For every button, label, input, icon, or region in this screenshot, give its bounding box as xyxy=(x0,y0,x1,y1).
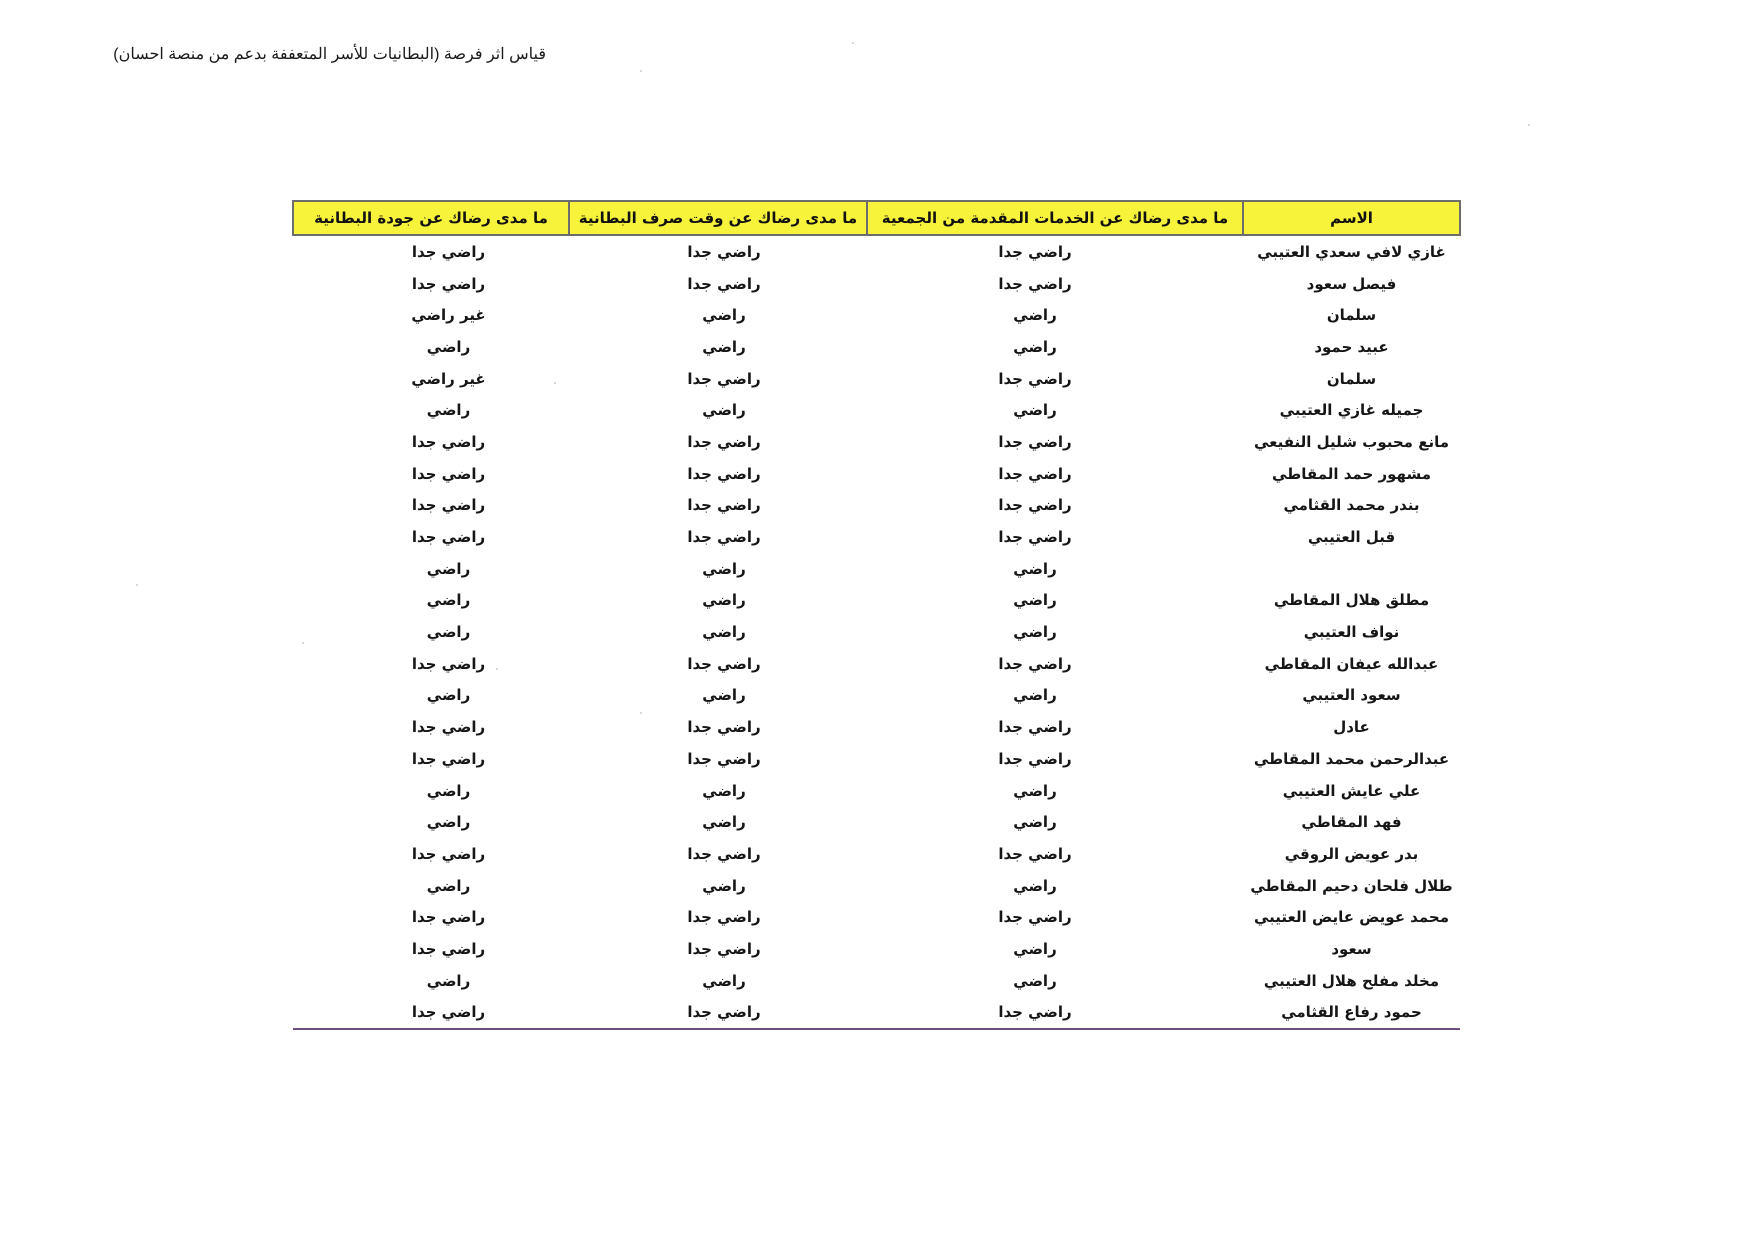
cell-distribution-time: راضي xyxy=(702,401,746,420)
cell-blanket-quality: راضي xyxy=(426,813,471,832)
cell-distribution-time: راضي جدا xyxy=(687,939,761,958)
cell-blanket-quality: راضي جدا xyxy=(411,939,486,958)
table-body xyxy=(293,235,1460,1029)
table-header xyxy=(293,201,1460,235)
cell-name: سعود xyxy=(1331,939,1372,958)
cell-blanket-quality: راضي جدا xyxy=(411,242,486,261)
cell-name: فهد المقاطي xyxy=(1301,813,1402,832)
cell-name: محمد عويض عايض العتيبي xyxy=(1254,908,1449,927)
table-row xyxy=(293,680,1460,712)
cell-distribution-time: راضي جدا xyxy=(569,997,867,1030)
page-title: قياس اثر فرصة (البطانيات للأسر المتعففة بدعم من منصة احسان) xyxy=(113,46,546,63)
cell-name: حمود رفاع القثامي xyxy=(1243,997,1460,1030)
table-row xyxy=(293,235,1460,268)
cell-blanket-quality: راضي جدا xyxy=(411,654,486,673)
cell-association-services: راضي xyxy=(1013,306,1057,325)
cell-blanket-quality: راضي xyxy=(426,971,471,990)
cell-blanket-quality: راضي جدا xyxy=(411,908,486,927)
cell-name: مخلد مفلح هلال العتيبي xyxy=(1263,971,1440,990)
table-row xyxy=(293,997,1460,1030)
header-blanket-quality: ما مدى رضاك عن جودة البطانية xyxy=(293,201,569,235)
cell-association-services: راضي xyxy=(1013,876,1057,895)
table-row xyxy=(293,458,1460,490)
table-row xyxy=(293,490,1460,522)
cell-blanket-quality: راضي جدا xyxy=(411,749,486,768)
cell-distribution-time: راضي جدا xyxy=(687,528,761,547)
scan-speck xyxy=(640,70,642,72)
table-row xyxy=(293,711,1460,743)
cell-association-services: راضي xyxy=(1013,939,1057,958)
cell-name: سلمان xyxy=(1326,306,1377,325)
cell-blanket-quality: راضي جدا xyxy=(411,432,486,451)
table-row xyxy=(293,965,1460,997)
table-row xyxy=(293,616,1460,648)
cell-name: قبل العتيبي xyxy=(1307,528,1396,547)
cell-name xyxy=(1243,553,1460,585)
cell-association-services: راضي xyxy=(1013,971,1057,990)
cell-name: فيصل سعود xyxy=(1306,274,1397,293)
cell-distribution-time: راضي جدا xyxy=(687,496,761,515)
cell-distribution-time: راضي جدا xyxy=(687,718,761,737)
cell-name: غازي لافي سعدي العتيبي xyxy=(1257,242,1446,261)
cell-association-services: راضي جدا xyxy=(998,496,1072,515)
cell-association-services: راضي جدا xyxy=(998,844,1072,863)
cell-blanket-quality: راضي xyxy=(426,781,471,800)
cell-association-services: راضي xyxy=(1013,686,1057,705)
cell-name: سعود العتيبي xyxy=(1302,686,1401,705)
cell-association-services: راضي جدا xyxy=(998,242,1072,261)
cell-association-services: راضي xyxy=(1013,781,1057,800)
cell-blanket-quality: راضي xyxy=(426,623,471,642)
cell-name: مانع محبوب شليل النفيعي xyxy=(1253,432,1449,451)
header-row xyxy=(293,201,1460,235)
cell-association-services: راضي جدا xyxy=(867,997,1243,1030)
cell-association-services: راضي جدا xyxy=(998,718,1072,737)
cell-name: نواف العتيبي xyxy=(1303,623,1400,642)
cell-distribution-time: راضي جدا xyxy=(687,908,761,927)
table-row xyxy=(293,521,1460,553)
cell-distribution-time: راضي xyxy=(702,876,746,895)
cell-blanket-quality: راضي xyxy=(426,401,471,420)
cell-association-services: راضي جدا xyxy=(998,749,1072,768)
cell-association-services: راضي جدا xyxy=(998,274,1072,293)
cell-distribution-time: راضي جدا xyxy=(687,274,761,293)
scan-speck xyxy=(640,712,642,714)
table-row xyxy=(293,553,1460,585)
header-name: الاسم xyxy=(1243,201,1460,235)
cell-distribution-time: راضي جدا xyxy=(687,464,761,483)
cell-blanket-quality: راضي xyxy=(426,876,471,895)
scan-speck xyxy=(496,668,498,670)
cell-name: عادل xyxy=(1333,718,1370,737)
cell-association-services: راضي xyxy=(1013,813,1057,832)
cell-distribution-time: راضي xyxy=(702,591,746,610)
cell-distribution-time: راضي جدا xyxy=(687,654,761,673)
table-row xyxy=(293,299,1460,331)
cell-distribution-time: راضي xyxy=(702,686,746,705)
table-row xyxy=(293,363,1460,395)
cell-distribution-time: راضي جدا xyxy=(687,844,761,863)
cell-distribution-time: راضي جدا xyxy=(687,242,761,261)
header-association-services: ما مدى رضاك عن الخدمات المقدمة من الجمعية xyxy=(867,201,1243,235)
cell-name: مشهور حمد المقاطي xyxy=(1271,464,1432,483)
cell-blanket-quality: راضي xyxy=(426,559,471,578)
cell-blanket-quality: راضي جدا xyxy=(411,274,486,293)
cell-distribution-time: راضي xyxy=(702,623,746,642)
scan-speck xyxy=(302,642,304,644)
cell-association-services: راضي xyxy=(1013,623,1057,642)
cell-blanket-quality: راضي جدا xyxy=(411,528,486,547)
cell-association-services: راضي جدا xyxy=(998,432,1072,451)
cell-association-services: راضي جدا xyxy=(998,369,1072,388)
cell-name: علي عايش العتيبي xyxy=(1282,781,1421,800)
cell-blanket-quality: راضي جدا xyxy=(293,997,569,1030)
cell-distribution-time: راضي جدا xyxy=(687,432,761,451)
cell-blanket-quality: غير راضي xyxy=(411,369,486,388)
satisfaction-table xyxy=(292,200,1461,1030)
cell-name: سلمان xyxy=(1326,369,1377,388)
scan-speck xyxy=(1528,124,1530,126)
cell-name: طلال فلحان دحيم المقاطي xyxy=(1250,876,1453,895)
header-distribution-time: ما مدى رضاك عن وقت صرف البطانية xyxy=(569,201,867,235)
cell-name: عبيد حمود xyxy=(1314,337,1389,356)
scan-speck xyxy=(136,584,138,586)
cell-blanket-quality: راضي جدا xyxy=(411,718,486,737)
scan-speck xyxy=(852,42,854,44)
scan-speck xyxy=(554,382,556,384)
table-row xyxy=(293,585,1460,617)
cell-association-services: راضي xyxy=(1013,591,1057,610)
cell-blanket-quality: راضي xyxy=(426,337,471,356)
table-row xyxy=(293,426,1460,458)
cell-association-services: راضي جدا xyxy=(998,528,1072,547)
cell-distribution-time: راضي xyxy=(702,559,746,578)
table-row xyxy=(293,901,1460,933)
table-row xyxy=(293,331,1460,363)
table-row xyxy=(293,806,1460,838)
cell-name: بدر عويض الروقي xyxy=(1284,844,1419,863)
table-row xyxy=(293,394,1460,426)
table-row xyxy=(293,743,1460,775)
cell-blanket-quality: راضي جدا xyxy=(411,464,486,483)
cell-name: جميله غازي العتيبي xyxy=(1279,401,1424,420)
table-row xyxy=(293,648,1460,680)
table-row xyxy=(293,838,1460,870)
cell-distribution-time: راضي جدا xyxy=(687,749,761,768)
cell-distribution-time: راضي xyxy=(702,306,746,325)
cell-name: بندر محمد القثامي xyxy=(1283,496,1420,515)
cell-distribution-time: راضي xyxy=(702,781,746,800)
cell-distribution-time: راضي xyxy=(702,337,746,356)
cell-blanket-quality: غير راضي xyxy=(411,306,486,325)
cell-blanket-quality: راضي xyxy=(426,686,471,705)
cell-distribution-time: راضي xyxy=(702,813,746,832)
cell-blanket-quality: راضي جدا xyxy=(411,496,486,515)
cell-name: مطلق هلال المقاطي xyxy=(1273,591,1430,610)
cell-association-services: راضي جدا xyxy=(998,464,1072,483)
table-row xyxy=(293,933,1460,965)
cell-name: عبدالله عيفان المقاطي xyxy=(1264,654,1439,673)
cell-blanket-quality: راضي xyxy=(426,591,471,610)
cell-distribution-time: راضي جدا xyxy=(687,369,761,388)
cell-association-services: راضي xyxy=(1013,337,1057,356)
cell-association-services: راضي جدا xyxy=(998,654,1072,673)
table-row xyxy=(293,775,1460,807)
cell-association-services: راضي xyxy=(1013,401,1057,420)
cell-distribution-time: راضي xyxy=(702,971,746,990)
cell-association-services: راضي جدا xyxy=(998,908,1072,927)
cell-name: عبدالرحمن محمد المقاطي xyxy=(1253,749,1450,768)
table-row xyxy=(293,268,1460,300)
cell-association-services: راضي xyxy=(1013,559,1057,578)
table-row xyxy=(293,870,1460,902)
cell-blanket-quality: راضي جدا xyxy=(411,844,486,863)
